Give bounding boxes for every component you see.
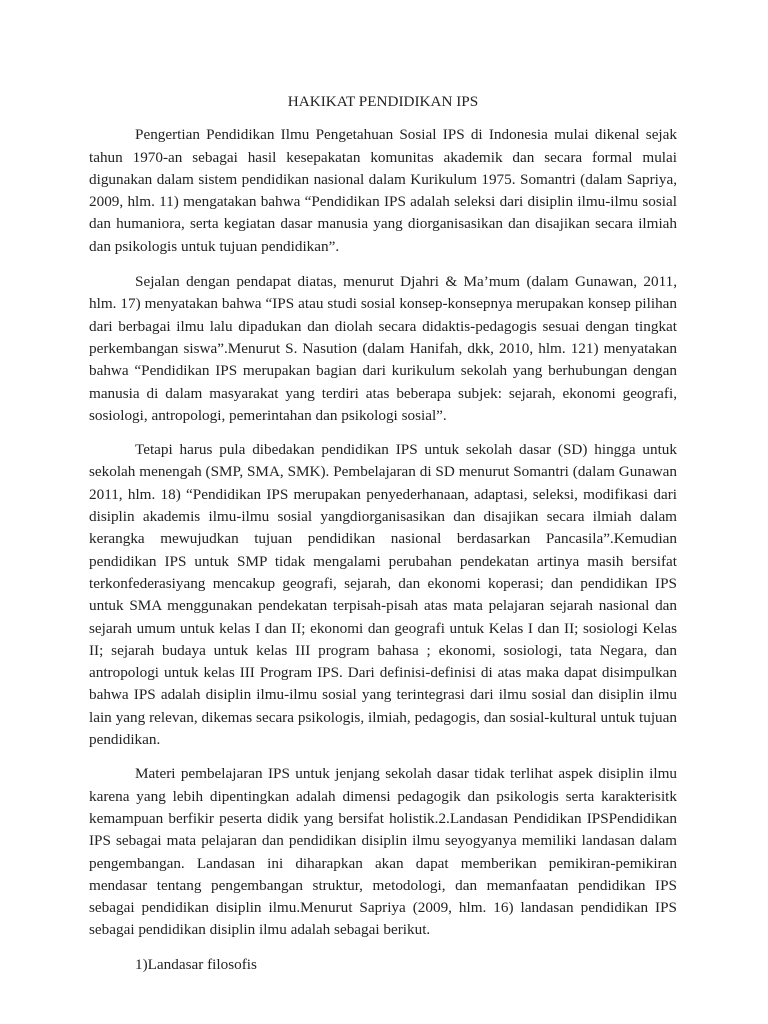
document-body: [89, 91, 677, 976]
paragraph-definition: Pengertian Pendidikan Ilmu Pengetahuan Sosial IPS di Indonesia mulai dikenal sejak tahun 1970-an sebagai hasil kesepakatan komunitas akademik dan secara formal mulai digunakan dalam sistem pendidikan nasional dalam Kurikulum 1975. Somantri (dalam Sapriya, 2009, hlm. 11) mengatakan bahwa “Pendidikan IPS adalah seleksi dari disiplin ilmu-ilmu sosial dan humaniora, serta kegiatan dasar manusia yang diorganisasikan dan disajikan secara ilmiah dan psikologis untuk tujuan pendidikan”.: [89, 126, 677, 255]
paragraph-sd-smp-sma: Tetapi harus pula dibedakan pendidikan IPS untuk sekolah dasar (SD) hingga untuk sekolah menengah (SMP, SMA, SMK). Pembelajaran di SD menurut Somantri (dalam Gunawan 2011, hlm. 18) “Pendidikan IPS merupakan penyederhanaan, adaptasi, seleksi, modifikasi dari disiplin akademis ilmu-ilmu sosial yangdiorganisasikan dan disajikan secara ilmiah dalam kerangka mewujudkan tujuan pendidikan nasional berdasarkan Pancasila”.Kemudian pendidikan IPS untuk SMP tidak mengalami perubahan pendekatan artinya masih bersifat terkonfederasiyang mencakup geografi, sejarah, dan ekonomi koperasi; dan pendidikan IPS untuk SMA menggunakan pendekatan terpisah-pisah atas mata pelajaran sejarah nasional dan sejarah umum untuk kelas I dan II; ekonomi dan geografi untuk Kelas I dan II; sosiologi Kelas II; sejarah budaya untuk kelas III program bahasa ; ekonomi, sosiologi, tata Negara, dan antropologi untuk kelas III Program IPS. Dari definisi-definisi di atas maka dapat disimpulkan bahwa IPS adalah disiplin ilmu-ilmu sosial yang terintegrasi dari ilmu sosial dan disiplin ilmu lain yang relevan, dikemas secara psikologis, ilmiah, pedagogis, dan sosial-kultural untuk tujuan pendidikan.: [89, 441, 677, 749]
document-title: HAKIKAT PENDIDIKAN IPS: [287, 93, 479, 110]
paragraph-djahri-nasution: Sejalan dengan pendapat diatas, menurut Djahri & Ma’mum (dalam Gunawan, 2011, hlm. 17) menyatakan bahwa “IPS atau studi sosial konsep-konsepnya merupakan konsep pilihan dari berbagai ilmu lalu dipadukan dan diolah secara didaktis-pedagogis sesuai dengan tingkat perkembangan siswa”.Menurut S. Nasution (dalam Hanifah, dkk, 2010, hlm. 121) menyatakan bahwa “Pendidikan IPS merupakan bagian dari kurikulum sekolah yang berhubungan dengan manusia di dalam masyarakat yang terdiri atas beberapa subjek: sejarah, ekonomi geografi, sosiologi, antropologi, pemerintahan dan psikologi sosial”.: [89, 273, 677, 424]
paragraph-materi-landasan: Materi pembelajaran IPS untuk jenjang sekolah dasar tidak terlihat aspek disiplin ilmu karena yang lebih dipentingkan adalah dimensi pedagogik dan psikologis serta karakterisitk kemampuan berfikir peserta didik yang bersifat holistik.2.Landasan Pendidikan IPSPendidikan IPS sebagai mata pelajaran dan pendidikan disiplin ilmu seyogyanya memiliki landasan dalam pengembangan. Landasan ini diharapkan akan dapat memberikan pemikiran-pemikiran mendasar tentang pengembangan struktur, metodologi, dan memanfaatan pendidikan IPS sebagai pendidikan disiplin ilmu.Menurut Sapriya (2009, hlm. 16) landasan pendidikan IPS sebagai pendidikan disiplin ilmu adalah sebagai berikut.: [89, 765, 677, 939]
list-item-landasan-filosofis: 1)Landasar filosofis: [135, 955, 257, 973]
